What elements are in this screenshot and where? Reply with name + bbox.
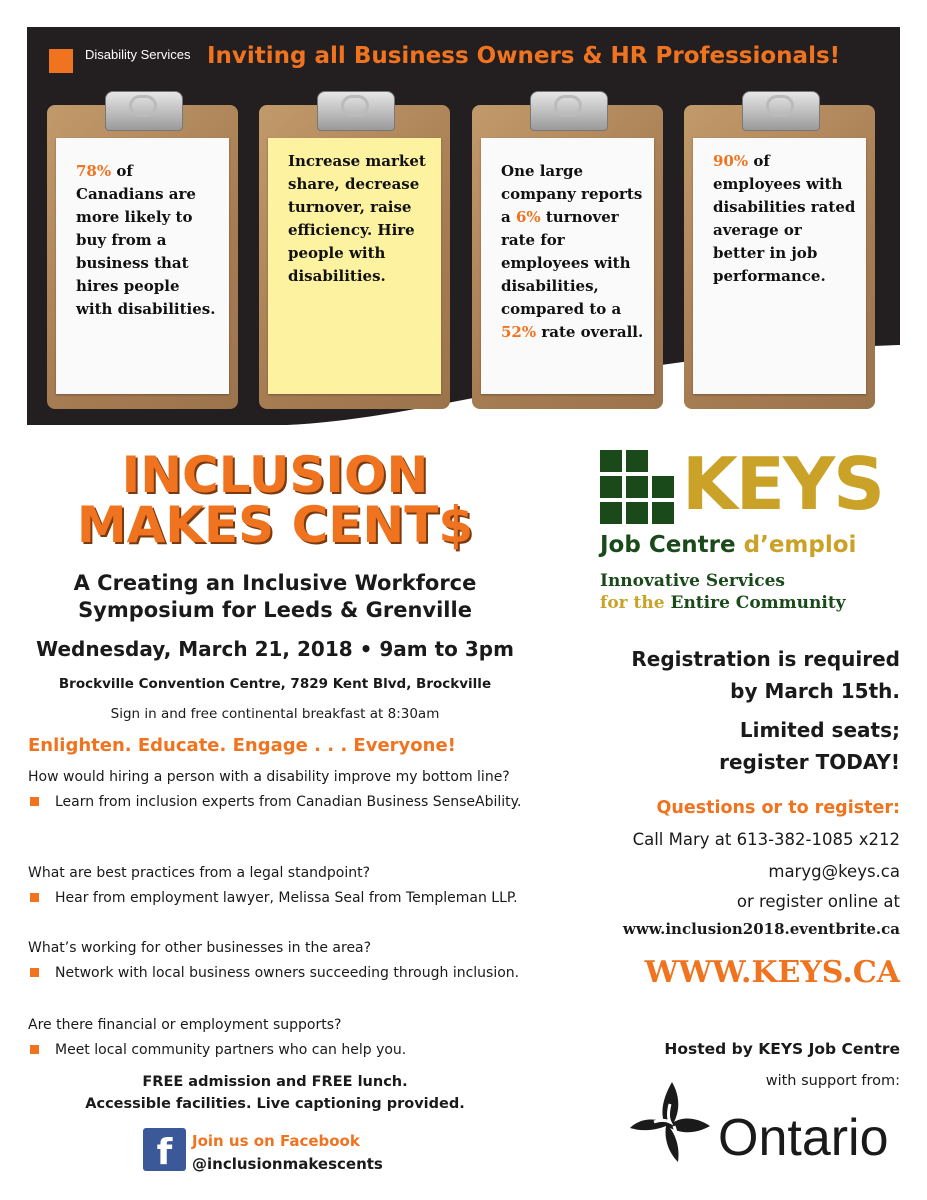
facebook-join-link[interactable]: Join us on Facebook [192, 1132, 360, 1150]
hosted-by: Hosted by KEYS Job Centre [664, 1040, 900, 1058]
qa-item-1 [28, 767, 528, 812]
clipboard-ring-icon [766, 95, 794, 117]
keys-subtitle-fr: d’emploi [735, 532, 857, 558]
stat-text: of employees with disabilities rated average or better in job performance. [713, 152, 856, 285]
bullet-icon [30, 797, 39, 806]
card-text [501, 160, 651, 344]
stat-text: rate overall. [536, 323, 644, 341]
qa-answer-text: Hear from employment lawyer, Melissa Seal from Templeman LLP. [55, 890, 518, 906]
qa-answer [28, 888, 528, 908]
keys-subtitle [600, 532, 856, 558]
qa-question: What are best practices from a legal standpoint? [28, 865, 371, 881]
clipboard-ring-icon [341, 95, 369, 117]
card-text: Increase market share, decrease turnover, raise efficiency. Hire people with disabilities. [288, 152, 426, 285]
keys-subtitle-en: Job Centre [600, 532, 736, 558]
stat-text: turnover rate for employees with disabilities, compared to a [501, 208, 631, 318]
keys-tagline-gold: for the [600, 593, 671, 613]
disability-services-logo-icon [49, 49, 73, 73]
support-from: with support from: [765, 1073, 900, 1089]
limited-line-1: Limited seats; [739, 718, 900, 742]
event-title [40, 446, 510, 554]
limited-seats-note [560, 714, 900, 778]
free-line-1: FREE admission and FREE lunch. [142, 1074, 408, 1090]
org-name-text: Disability Services [85, 47, 191, 62]
event-date: Wednesday, March 21, 2018 • 9am to 3pm [36, 637, 514, 661]
event-title-line-2: MAKES CENT$ [76, 496, 474, 554]
stat-text: of Canadians are more likely to buy from a business that hires people with disabilities. [76, 162, 216, 318]
registration-line-2: by March 15th. [730, 679, 900, 703]
clipboard-ring-icon [129, 95, 157, 117]
qa-item-3 [28, 938, 528, 983]
qa-item-4 [28, 1015, 528, 1060]
clipboard-card-3 [472, 105, 663, 409]
clipboard-paper [56, 138, 229, 394]
bullet-icon [30, 1045, 39, 1054]
org-name [85, 47, 190, 62]
free-line-2: Accessible facilities. Live captioning provided. [85, 1096, 465, 1112]
keys-grid-logo-icon [600, 450, 675, 525]
qa-item-2 [28, 863, 528, 908]
limited-line-2: register TODAY! [719, 750, 900, 774]
keys-tagline-line-1: Innovative Services [600, 571, 785, 591]
keys-tagline [600, 570, 846, 614]
register-online-text: or register online at [736, 892, 900, 911]
registration-line-1: Registration is required [631, 647, 900, 671]
clipboard-ring-icon [554, 95, 582, 117]
event-breakfast: Sign in and free continental breakfast at 8:30am [110, 706, 440, 722]
registration-note [560, 643, 900, 707]
stat-highlight: 90% [713, 152, 749, 170]
qa-answer-text: Learn from inclusion experts from Canadian Business SenseAbility. [55, 794, 522, 810]
ontario-wordmark: Ontario [718, 1109, 889, 1167]
card-text [76, 160, 221, 321]
eventbrite-link[interactable]: www.inclusion2018.eventbrite.ca [622, 920, 900, 938]
keys-tagline-line-2 [600, 592, 846, 614]
clipboard-paper [268, 138, 441, 394]
event-title-line-1: INCLUSION [121, 446, 429, 504]
bullet-icon [30, 893, 39, 902]
clipboard-card-1 [47, 105, 238, 409]
qa-question: How would hiring a person with a disability improve my bottom line? [28, 769, 510, 785]
clipboard-paper [481, 138, 654, 394]
qa-question: What’s working for other businesses in the area? [28, 940, 372, 956]
qa-answer [28, 963, 528, 983]
event-venue: Brockville Convention Centre, 7829 Kent Blvd, Brockville [58, 676, 492, 692]
stat-highlight: 78% [76, 162, 112, 180]
ontario-trillium-logo-icon [624, 1074, 720, 1170]
clipboard-card-2 [259, 105, 450, 409]
card-text [713, 150, 858, 288]
qa-answer-text: Meet local community partners who can help you. [55, 1042, 407, 1058]
bullet-icon [30, 968, 39, 977]
banner-headline: Inviting all Business Owners & HR Professionals! [207, 43, 841, 69]
qa-answer [28, 1040, 528, 1060]
keys-tagline-green: Entire Community [670, 593, 846, 613]
facebook-handle[interactable]: @inclusionmakescents [192, 1155, 383, 1173]
email-link[interactable]: maryg@keys.ca [768, 862, 900, 881]
free-admission-note [30, 1071, 520, 1115]
stat-highlight: 52% [501, 323, 537, 341]
qa-answer [28, 792, 528, 812]
stat-text: One large company reports a [501, 162, 643, 226]
qa-question: Are there financial or employment supports? [28, 1017, 342, 1033]
stat-highlight: 6% [515, 208, 541, 226]
event-subtitle: A Creating an Inclusive Workforce Symposium for Leeds & Grenville [73, 571, 477, 622]
clipboard-card-4 [684, 105, 875, 409]
qa-answer-text: Network with local business owners succeeding through inclusion. [55, 965, 520, 981]
hero-banner [27, 27, 900, 425]
facebook-icon[interactable]: f [143, 1128, 186, 1171]
questions-heading: Questions or to register: [656, 798, 900, 818]
event-tagline: Enlighten. Educate. Engage . . . Everyone! [28, 735, 456, 756]
keys-logo-word: KEYS [682, 442, 883, 526]
clipboard-paper [693, 138, 866, 394]
keys-website-link[interactable]: WWW.KEYS.CA [644, 955, 900, 990]
phone-contact[interactable]: Call Mary at 613-382-1085 x212 [632, 830, 900, 849]
